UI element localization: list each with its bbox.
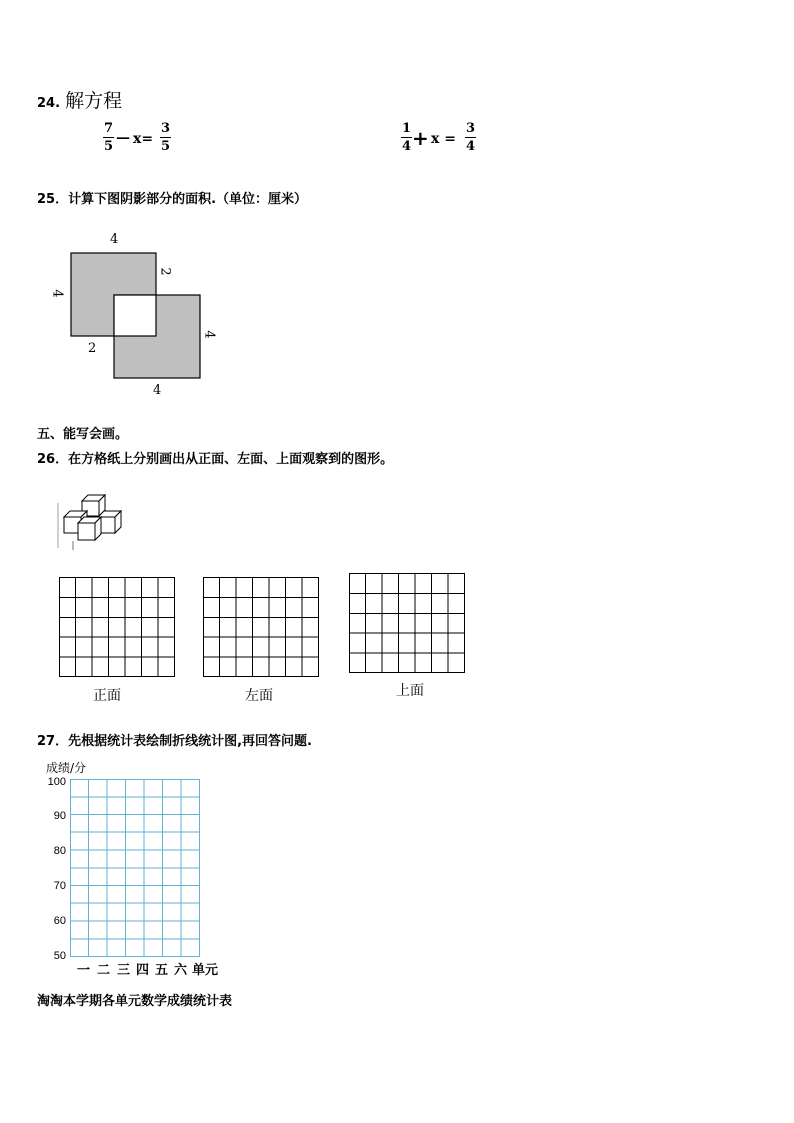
ytick-50: 50 xyxy=(53,950,66,962)
eq1-operator: — xyxy=(116,130,130,146)
q24-title: 解方程 xyxy=(65,90,123,112)
ytick-60: 60 xyxy=(53,915,66,927)
ytick-80: 80 xyxy=(53,845,66,857)
eq2-fraction-left: 1 4 xyxy=(401,121,412,154)
q24-number: 24. xyxy=(37,96,61,111)
eq2-fraction-right: 3 4 xyxy=(465,121,476,154)
eq2-operator: + xyxy=(412,126,429,150)
xtick-unit: 单元 xyxy=(192,963,219,978)
score-line-chart-grid[interactable] xyxy=(70,779,200,957)
xtick-5: 五 xyxy=(155,963,169,978)
ytick-90: 90 xyxy=(53,810,66,822)
caption-top: 上面 xyxy=(396,683,424,699)
ytick-100: 100 xyxy=(47,776,66,788)
label-inner-bottom: 2 xyxy=(88,341,97,356)
eq2-variable: x = xyxy=(431,131,456,147)
caption-left: 左面 xyxy=(245,688,273,704)
table-caption: 淘淘本学期各单元数学成绩统计表 xyxy=(37,994,233,1009)
caption-front: 正面 xyxy=(93,688,121,704)
label-right-big: 4 xyxy=(201,330,217,339)
xtick-1: 一 xyxy=(77,963,91,978)
label-right-small: 2 xyxy=(157,267,173,276)
q26-text: 26．在方格纸上分别画出从正面、左面、上面观察到的图形。 xyxy=(37,452,394,467)
label-top: 4 xyxy=(110,232,119,247)
q25-text: 25．计算下图阴影部分的面积.（单位：厘米） xyxy=(37,192,308,207)
xtick-2: 二 xyxy=(97,963,111,978)
q27-text: 27．先根据统计表绘制折线统计图,再回答问题. xyxy=(37,734,312,749)
section5-heading: 五、能写会画。 xyxy=(37,427,129,442)
xtick-4: 四 xyxy=(136,963,150,978)
ytick-70: 70 xyxy=(53,880,66,892)
eq1-variable: x= xyxy=(133,131,154,147)
label-left: 4 xyxy=(49,289,65,298)
chart-ylabel: 成绩/分 xyxy=(46,761,87,775)
eq1-fraction-right: 3 5 xyxy=(160,121,171,154)
grid-paper-front[interactable] xyxy=(59,577,175,677)
grid-paper-left[interactable] xyxy=(203,577,319,677)
grid-paper-top[interactable] xyxy=(349,573,465,673)
eq1-fraction-left: 7 5 xyxy=(103,121,114,154)
xtick-6: 六 xyxy=(174,963,188,978)
xtick-3: 三 xyxy=(117,963,131,978)
label-bottom: 4 xyxy=(153,383,162,398)
